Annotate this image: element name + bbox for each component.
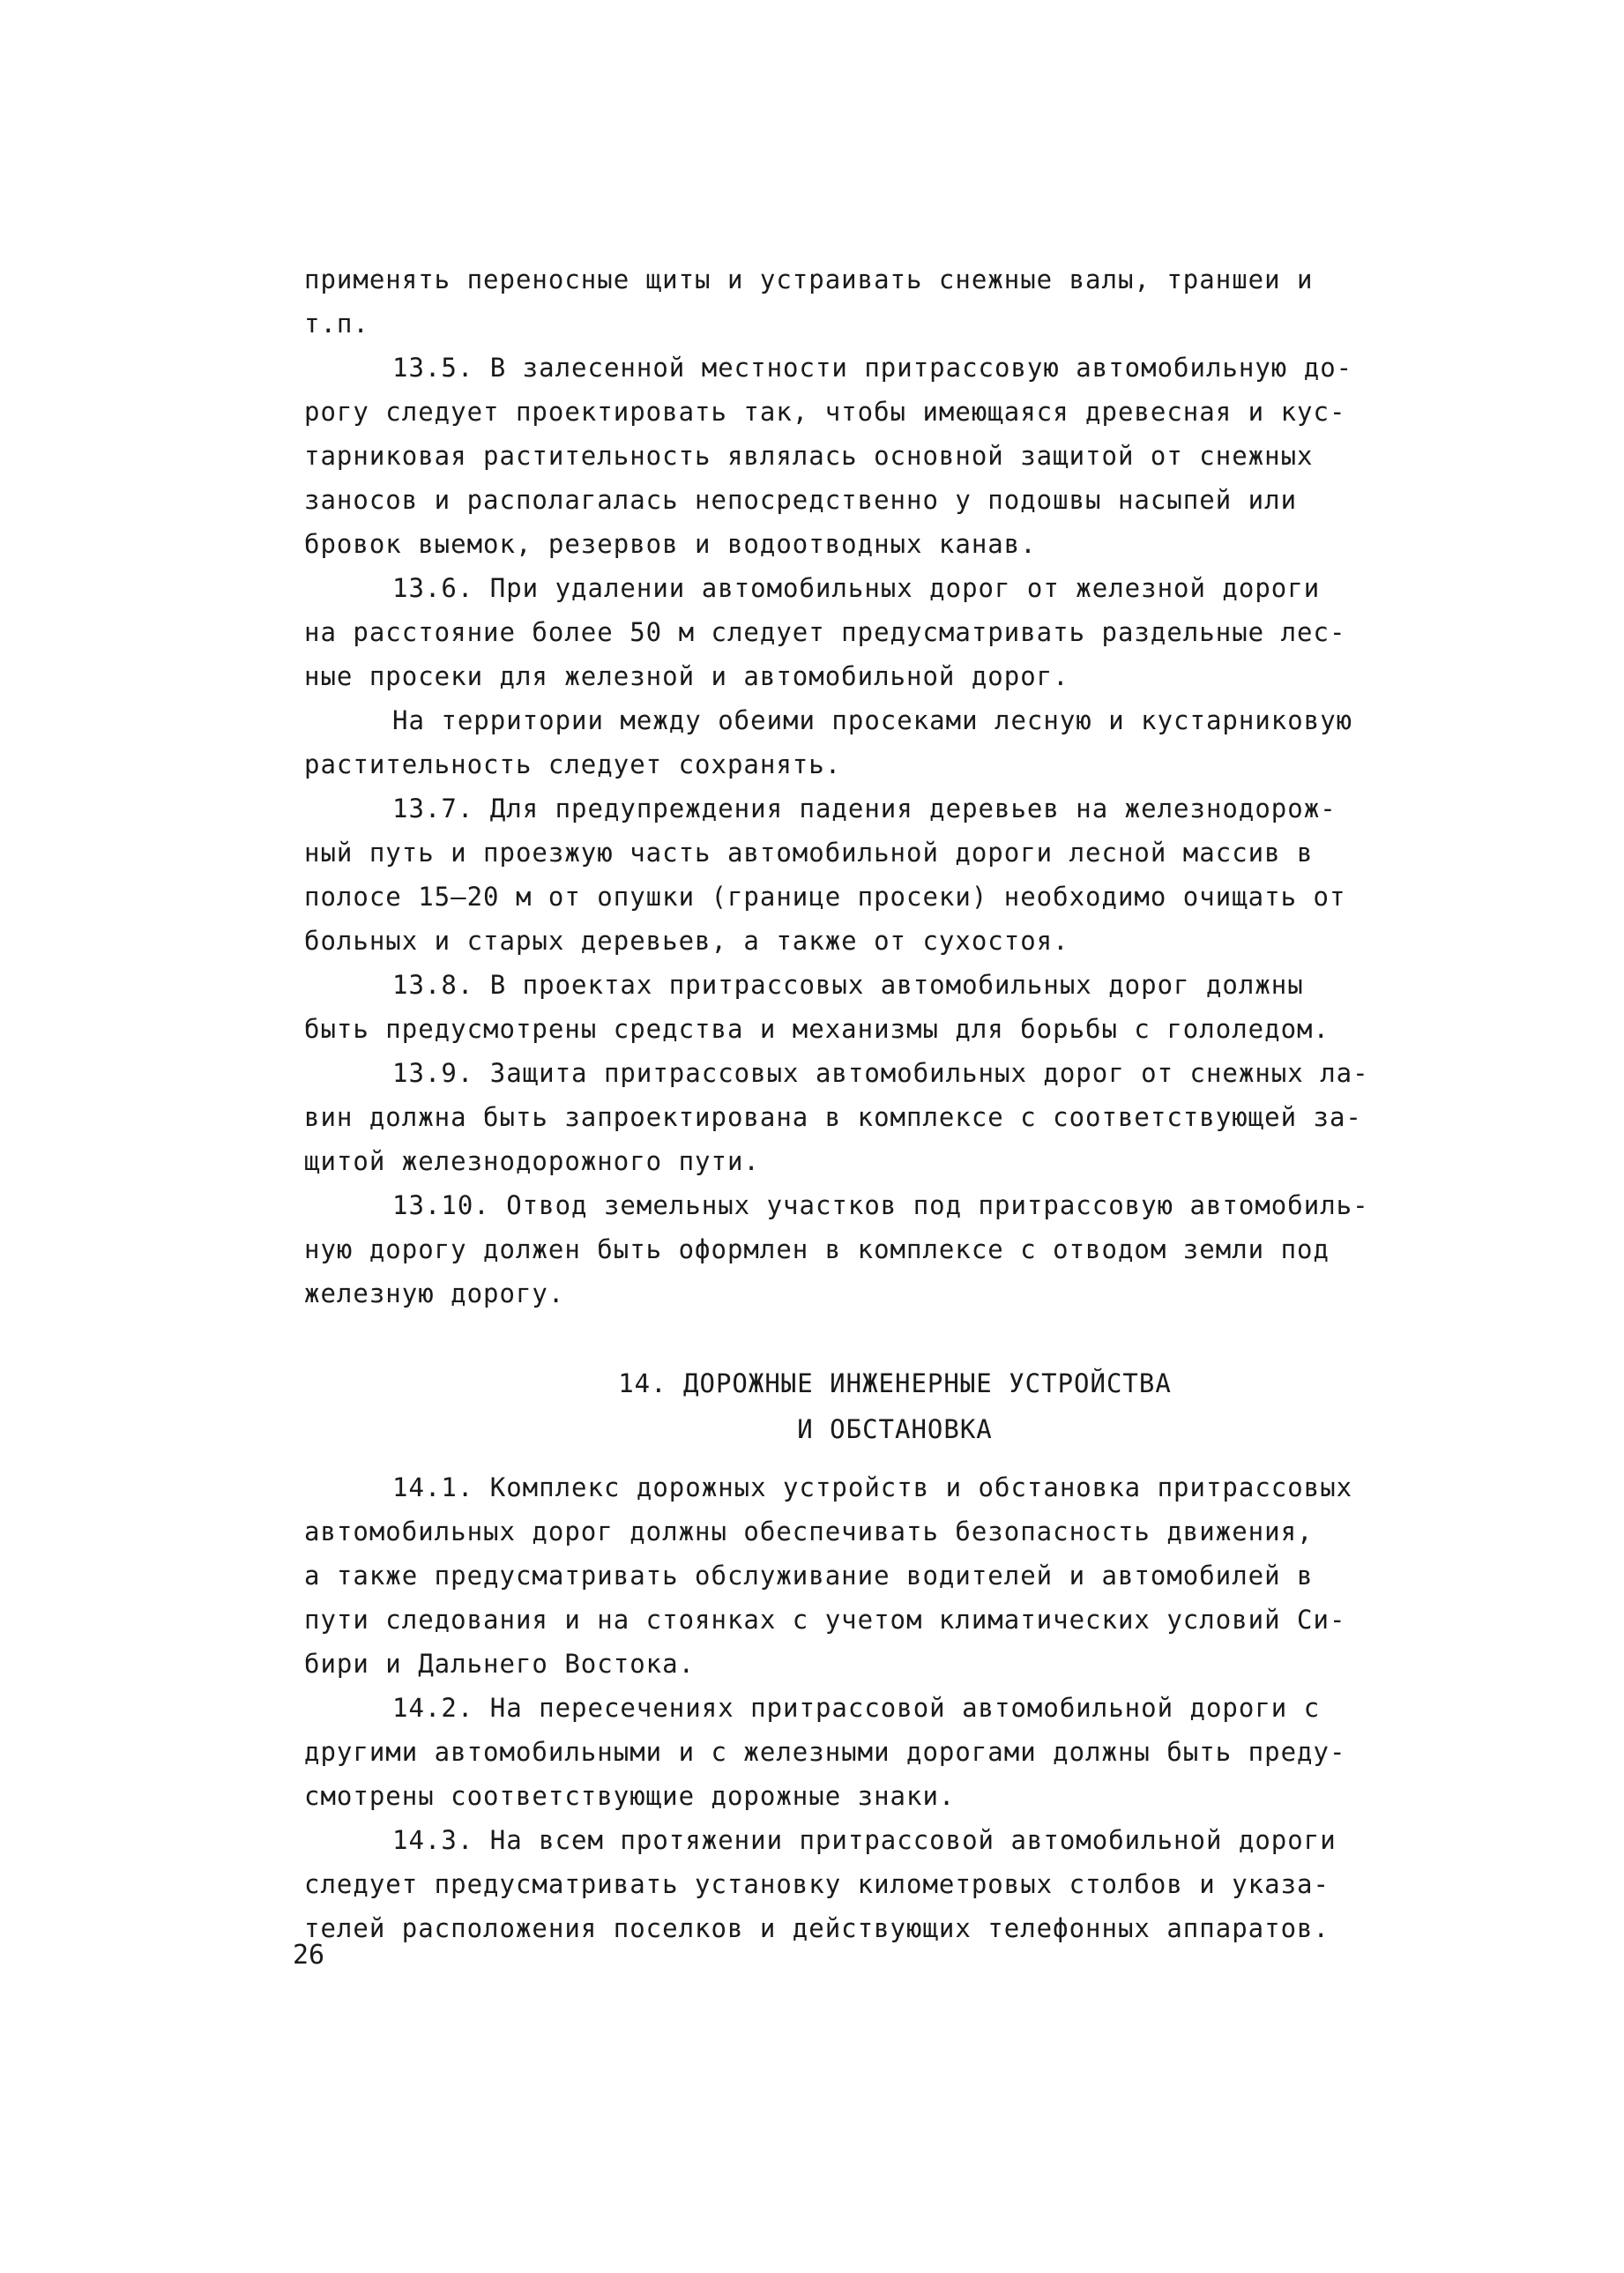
text-line: ные просеки для железной и автомобильной дорог. <box>304 661 1069 691</box>
text-line: 13.7. Для предупреждения падения деревьев на железнодорож- <box>392 794 1337 823</box>
text-line: ную дорогу должен быть оформлен в комплексе с отводом земли под <box>304 1234 1330 1264</box>
text-line: 13.10. Отвод земельных участков под притрассовую автомобиль- <box>392 1190 1369 1220</box>
text-line: т.п. <box>304 309 369 339</box>
document-body <box>304 257 1450 1950</box>
text-line: тарниковая растительность являлась основной защитой от снежных <box>304 441 1314 471</box>
text-line: 13.8. В проектах притрассовых автомобильных дорог должны <box>392 970 1304 1000</box>
text-line: больных и старых деревьев, а также от сухостоя. <box>304 926 1069 956</box>
text-line: применять переносные щиты и устраивать снежные валы, траншеи и <box>304 265 1314 294</box>
text-line: На территории между обеими просеками лесную и кустарниковую <box>392 705 1353 735</box>
text-line: быть предусмотрены средства и механизмы для борьбы с гололедом. <box>304 1014 1330 1044</box>
text-line: 14.3. На всем протяжении притрассовой автомобильной дороги <box>392 1825 1337 1855</box>
text-line: рогу следует проектировать так, чтобы имеющаяся древесная и кус- <box>304 397 1346 427</box>
text-line: ный путь и проезжую часть автомобильной дороги лесной массив в <box>304 838 1314 868</box>
text-line: бири и Дальнего Востока. <box>304 1649 696 1679</box>
section-heading: И ОБСТАНОВКА <box>797 1414 993 1444</box>
text-line: на расстояние более 50 м следует предусматривать раздельные лес- <box>304 617 1346 647</box>
section-gap <box>304 1453 1450 1465</box>
text-line: 13.9. Защита притрассовых автомобильных дорог от снежных ла- <box>392 1058 1369 1088</box>
section-heading: 14. ДОРОЖНЫЕ ИНЖЕНЕРНЫЕ УСТРОЙСТВА <box>618 1368 1172 1398</box>
text-line: растительность следует сохранять. <box>304 749 842 779</box>
text-line: телей расположения поселков и действующих телефонных аппаратов. <box>304 1913 1330 1943</box>
text-line: 13.5. В залесенной местности притрассовую автомобильную до- <box>392 353 1353 383</box>
text-line: бровок выемок, резервов и водоотводных канав. <box>304 529 1037 559</box>
text-line: автомобильных дорог должны обеспечивать безопасность движения, <box>304 1517 1314 1546</box>
section-gap <box>304 1315 1450 1361</box>
text-line: следует предусматривать установку километровых столбов и указа- <box>304 1869 1330 1899</box>
text-line: а также предусматривать обслуживание водителей и автомобилей в <box>304 1561 1314 1591</box>
text-line: другими автомобильными и с железными дорогами должны быть преду- <box>304 1737 1346 1767</box>
text-line: пути следования и на стоянках с учетом климатических условий Си- <box>304 1605 1346 1635</box>
page-number: 26 <box>293 1940 325 1971</box>
text-line: 14.1. Комплекс дорожных устройств и обстановка притрассовых <box>392 1472 1353 1502</box>
text-line: 13.6. При удалении автомобильных дорог от железной дороги <box>392 573 1321 603</box>
text-line: смотрены соответствующие дорожные знаки. <box>304 1781 956 1811</box>
text-line: заносов и располагалась непосредственно у подошвы насыпей или <box>304 485 1298 515</box>
text-line: полосе 15–20 м от опушки (границе просеки) необходимо очищать от <box>304 882 1346 912</box>
text-line: железную дорогу. <box>304 1278 565 1308</box>
text-line: щитой железнодорожного пути. <box>304 1146 760 1176</box>
text-line: 14.2. На пересечениях притрассовой автомобильной дороги с <box>392 1693 1321 1723</box>
text-line: вин должна быть запроектирована в комплексе с соответствующей за- <box>304 1102 1362 1132</box>
